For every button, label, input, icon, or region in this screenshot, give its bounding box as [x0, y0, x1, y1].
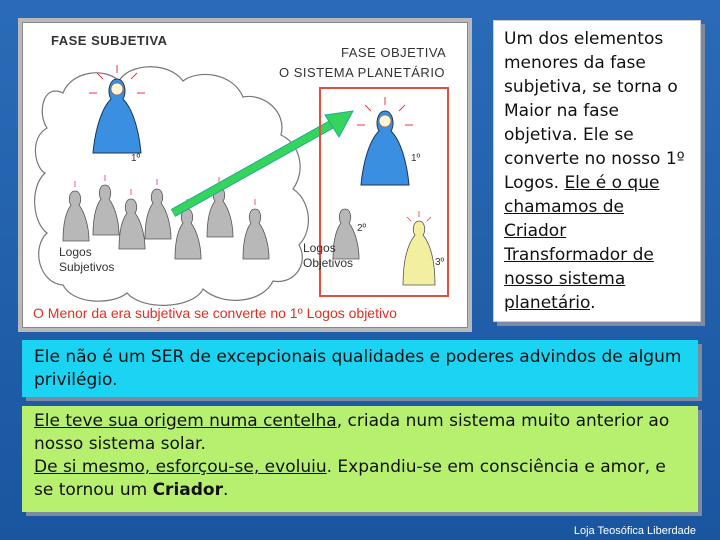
callout3-origin-rest: , criada num sistema muito anterior ao nosso sistema solar.: [34, 411, 670, 454]
logos-subjective-label: Logos Subjetivos: [59, 245, 115, 274]
diagram-figure: [18, 18, 472, 332]
objective-third-label: 3º: [435, 257, 445, 268]
figure-caption: O Menor da era subjetiva se converte no 1º Logos objetivo: [33, 305, 397, 321]
callout1-text: Um dos elementos menores da fase subjetiva, se torna o Maior na fase objetiva. Ele se converte no nosso 1º Logos.: [504, 29, 685, 193]
callout-origin: [22, 406, 698, 512]
subjective-first-label: 1º: [131, 153, 141, 164]
callout3-origin-underlined: Ele teve sua origem numa centelha: [34, 411, 337, 431]
callout2-text: Ele não é um SER de excepcionais qualidades e poderes advindos de algum privilégio.: [34, 347, 682, 390]
callout3-effort-rest: . Expandiu-se em consciência e amor, e se tornou um: [34, 457, 666, 500]
callout-not-privileged: [22, 340, 698, 397]
objective-phase-title: FASE OBJETIVA: [341, 45, 447, 60]
subjective-phase-title: FASE SUBJETIVA: [51, 33, 168, 48]
objective-second-label: 2º: [357, 223, 367, 234]
footer-credit: Loja Teosófica Liberdade: [573, 525, 696, 537]
callout-creator-definition: [493, 20, 701, 322]
callout3-end: .: [222, 480, 229, 500]
callout3-effort-underlined: De si mesmo, esforçou-se, evoluiu: [34, 457, 327, 477]
subjective-first-figure: [89, 65, 145, 153]
logos-objective-label: Logos Objetivos: [303, 241, 354, 270]
objective-first-label: 1º: [411, 153, 421, 164]
callout1-end: .: [590, 293, 596, 313]
callout3-creator-bold: Criador: [152, 480, 223, 500]
planetary-system-title: O SISTEMA PLANETÁRIO: [279, 65, 446, 80]
diagram-canvas: [22, 22, 468, 328]
callout1-underlined-text: Ele é o que chamamos de Criador Transformador de nosso sistema planetário: [504, 173, 660, 313]
